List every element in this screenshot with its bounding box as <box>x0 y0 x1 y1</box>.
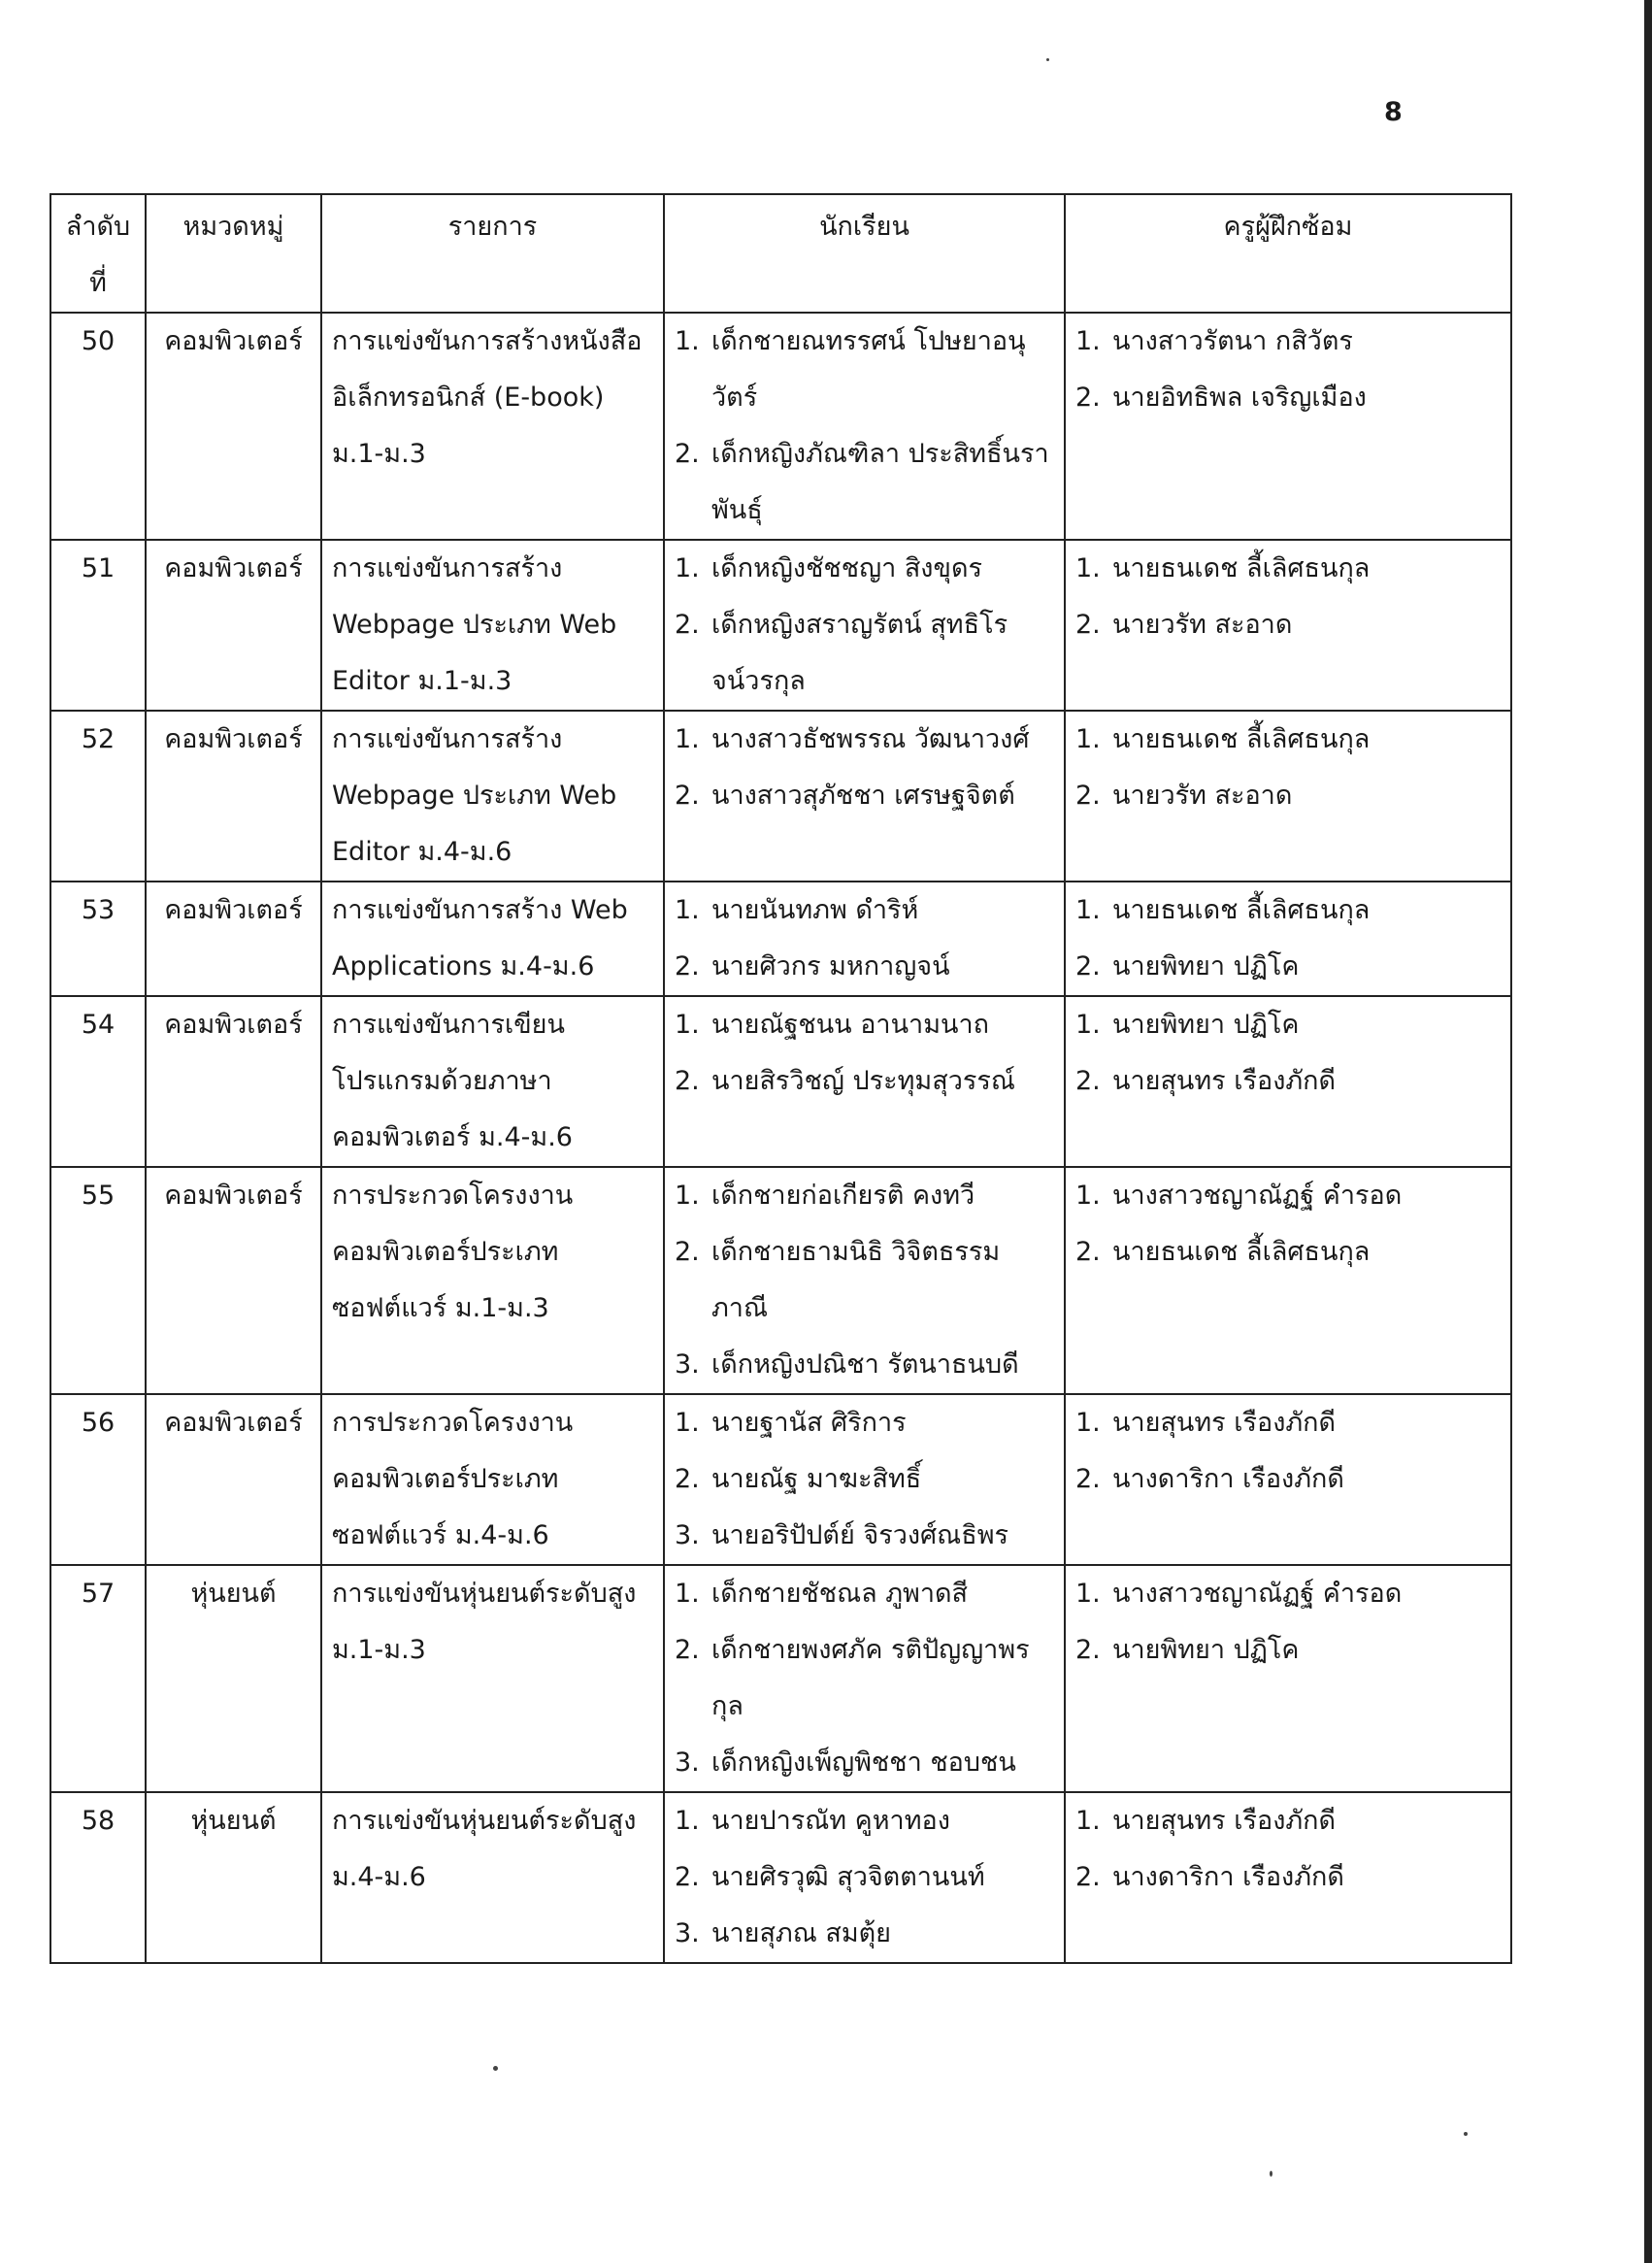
teacher-name: นางดาริกา เรืองภักดี <box>1112 1464 1344 1494</box>
student-name: เด็กชายธามนิธิ วิจิตธรรมภาณี <box>711 1237 1001 1323</box>
student-entry <box>675 1849 1054 1906</box>
row-number: 50 <box>50 313 146 540</box>
row-item: การแข่งขันการสร้างหนังสืออิเล็กทรอนิกส์ (E-book) ม.1-ม.3 <box>321 313 664 540</box>
teacher-name: นายวรัท สะอาด <box>1112 610 1293 640</box>
header-teachers: ครูผู้ฝึกซ้อม <box>1065 194 1511 313</box>
teacher-name: นางสาวชญาณัฏฐ์ คำรอด <box>1112 1181 1403 1211</box>
table-row <box>50 882 1511 996</box>
scan-speck <box>1464 2132 1468 2136</box>
row-number: 52 <box>50 711 146 882</box>
student-name: เด็กหญิงปณิชา รัตนาธนบดี <box>711 1349 1019 1380</box>
row-number: 55 <box>50 1167 146 1394</box>
student-entry <box>675 314 1054 426</box>
entry-index: 1. <box>675 1408 700 1438</box>
student-entry <box>675 712 1054 768</box>
student-entry <box>675 1224 1054 1337</box>
teacher-list <box>1065 711 1511 882</box>
entry-index: 1. <box>675 1579 700 1609</box>
entry-index: 1. <box>675 895 700 925</box>
student-name: นางสาวธัชพรรณ วัฒนาวงศ์ <box>711 724 1030 754</box>
teacher-name: นายธนเดช ลี้เลิศธนกุล <box>1112 553 1371 583</box>
entry-index: 2. <box>675 1635 700 1665</box>
row-category: คอมพิวเตอร์ <box>146 711 321 882</box>
scan-speck <box>493 2066 498 2071</box>
entry-index: 1. <box>675 1806 700 1836</box>
header-category: หมวดหมู่ <box>146 194 321 313</box>
teacher-list <box>1065 540 1511 711</box>
entry-index: 1. <box>675 724 700 754</box>
entry-index: 1. <box>1075 1408 1101 1438</box>
student-name: เด็กชายก่อเกียรติ คงทวี <box>711 1181 975 1211</box>
entry-index: 1. <box>1075 326 1101 356</box>
table-row <box>50 996 1511 1167</box>
teacher-entry <box>1075 1451 1501 1508</box>
teacher-entry <box>1075 1224 1501 1281</box>
entry-index: 2. <box>675 1237 700 1267</box>
student-name: นายสิรวิชญ์ ประทุมสุวรรณ์ <box>711 1066 1015 1096</box>
student-entry <box>675 1735 1054 1791</box>
teacher-name: นายพิทยา ปฏิโค <box>1112 1010 1300 1040</box>
teacher-entry <box>1075 997 1501 1053</box>
student-entry <box>675 1508 1054 1564</box>
row-item: การประกวดโครงงานคอมพิวเตอร์ประเภทซอฟต์แวร์ ม.4-ม.6 <box>321 1394 664 1565</box>
entry-index: 1. <box>1075 1579 1101 1609</box>
teacher-entry <box>1075 1849 1501 1906</box>
entry-index: 1. <box>1075 1010 1101 1040</box>
row-number: 53 <box>50 882 146 996</box>
table-row <box>50 1394 1511 1565</box>
entry-index: 3. <box>675 1918 700 1948</box>
entry-index: 2. <box>1075 1237 1101 1267</box>
row-item: การแข่งขันการสร้าง Webpage ประเภท Web Editor ม.1-ม.3 <box>321 540 664 711</box>
student-list <box>664 882 1065 996</box>
student-entry <box>675 1906 1054 1962</box>
entry-index: 2. <box>675 1464 700 1494</box>
teacher-entry <box>1075 370 1501 426</box>
student-name: เด็กชายพงศภัค รติปัญญาพรกุล <box>711 1635 1030 1721</box>
entry-index: 2. <box>675 1066 700 1096</box>
entry-index: 3. <box>675 1349 700 1380</box>
teacher-name: นายสุนทร เรืองภักดี <box>1112 1806 1337 1836</box>
teacher-entry <box>1075 1793 1501 1849</box>
table-row <box>50 1792 1511 1963</box>
teacher-entry <box>1075 712 1501 768</box>
entry-index: 2. <box>1075 383 1101 413</box>
teacher-name: นางสาวรัตนา กสิวัตร <box>1112 326 1353 356</box>
student-name: นางสาวสุภัชชา เศรษฐจิตต์ <box>711 781 1015 811</box>
teacher-list <box>1065 882 1511 996</box>
teacher-name: นายธนเดช ลี้เลิศธนกุล <box>1112 895 1371 925</box>
student-name: นายณัฐ มาฆะสิทธิ์ <box>711 1464 922 1494</box>
row-category: คอมพิวเตอร์ <box>146 996 321 1167</box>
row-item: การแข่งขันหุ่นยนต์ระดับสูง ม.4-ม.6 <box>321 1792 664 1963</box>
teacher-list <box>1065 996 1511 1167</box>
teacher-name: นายพิทยา ปฏิโค <box>1112 1635 1300 1665</box>
entry-index: 2. <box>1075 1464 1101 1494</box>
entry-index: 2. <box>675 951 700 982</box>
table-row <box>50 1167 1511 1394</box>
table-header-row <box>50 194 1511 313</box>
student-list <box>664 996 1065 1167</box>
entry-index: 1. <box>675 553 700 583</box>
row-number: 51 <box>50 540 146 711</box>
row-category: คอมพิวเตอร์ <box>146 1394 321 1565</box>
entry-index: 3. <box>675 1747 700 1778</box>
student-name: นายอริปัปต์ย์ จิรวงศ์ณธิพร <box>711 1520 1009 1550</box>
header-no: ลำดับที่ <box>50 194 146 313</box>
row-item: การแข่งขันหุ่นยนต์ระดับสูง ม.1-ม.3 <box>321 1565 664 1792</box>
entry-index: 2. <box>675 439 700 469</box>
student-name: นายปารณัท คูหาทอง <box>711 1806 950 1836</box>
scan-speck <box>1046 58 1049 61</box>
student-name: เด็กหญิงภัณฑิลา ประสิทธิ์นราพันธุ์ <box>711 439 1049 525</box>
row-number: 57 <box>50 1565 146 1792</box>
teacher-name: นางดาริกา เรืองภักดี <box>1112 1862 1344 1892</box>
row-category: คอมพิวเตอร์ <box>146 1167 321 1394</box>
teacher-name: นายสุนทร เรืองภักดี <box>1112 1066 1337 1096</box>
student-name: เด็กหญิงสราญรัตน์ สุทธิโรจน์วรกุล <box>711 610 1008 696</box>
table-row <box>50 1565 1511 1792</box>
entry-index: 2. <box>675 781 700 811</box>
row-category: หุ่นยนต์ <box>146 1792 321 1963</box>
entry-index: 2. <box>1075 951 1101 982</box>
teacher-list <box>1065 1565 1511 1792</box>
teacher-list <box>1065 313 1511 540</box>
scan-edge <box>1644 0 1652 2263</box>
scan-speck <box>1270 2171 1272 2177</box>
entry-index: 1. <box>675 1010 700 1040</box>
student-name: นายศิวกร มหกาญจน์ <box>711 951 950 982</box>
teacher-entry <box>1075 939 1501 995</box>
student-entry <box>675 997 1054 1053</box>
student-entry <box>675 1053 1054 1110</box>
entry-index: 2. <box>675 610 700 640</box>
student-name: นายศิรวุฒิ สุวจิตตานนท์ <box>711 1862 985 1892</box>
student-entry <box>675 939 1054 995</box>
student-name: นายณัฐชนน อานามนาถ <box>711 1010 989 1040</box>
row-item: การแข่งขันการเขียนโปรแกรมด้วยภาษาคอมพิวเตอร์ ม.4-ม.6 <box>321 996 664 1167</box>
teacher-entry <box>1075 1395 1501 1451</box>
row-number: 58 <box>50 1792 146 1963</box>
teacher-name: นายพิทยา ปฏิโค <box>1112 951 1300 982</box>
student-name: เด็กชายณทรรศน์ โปษยาอนุวัตร์ <box>711 326 1026 413</box>
student-entry <box>675 882 1054 939</box>
row-category: คอมพิวเตอร์ <box>146 540 321 711</box>
teacher-entry <box>1075 1622 1501 1679</box>
teacher-entry <box>1075 1053 1501 1110</box>
row-item: การแข่งขันการสร้าง Webpage ประเภท Web Editor ม.4-ม.6 <box>321 711 664 882</box>
teacher-entry <box>1075 1168 1501 1224</box>
student-list <box>664 1792 1065 1963</box>
student-list <box>664 1394 1065 1565</box>
student-name: นายสุภณ สมตุ้ย <box>711 1918 891 1948</box>
row-category: หุ่นยนต์ <box>146 1565 321 1792</box>
entry-index: 2. <box>1075 781 1101 811</box>
teacher-entry <box>1075 882 1501 939</box>
teacher-list <box>1065 1394 1511 1565</box>
student-entry <box>675 541 1054 597</box>
student-entry <box>675 1566 1054 1622</box>
student-entry <box>675 1395 1054 1451</box>
header-students: นักเรียน <box>664 194 1065 313</box>
entry-index: 1. <box>1075 553 1101 583</box>
student-name: เด็กชายชัชณล ภูพาดสี <box>711 1579 969 1609</box>
teacher-name: นางสาวชญาณัฏฐ์ คำรอด <box>1112 1579 1403 1609</box>
entry-index: 2. <box>1075 1066 1101 1096</box>
results-table <box>50 193 1512 1964</box>
student-entry <box>675 426 1054 539</box>
entry-index: 1. <box>1075 1806 1101 1836</box>
entry-index: 1. <box>1075 724 1101 754</box>
entry-index: 1. <box>675 326 700 356</box>
student-list <box>664 540 1065 711</box>
teacher-name: นายธนเดช ลี้เลิศธนกุล <box>1112 1237 1371 1267</box>
student-name: นายฐานัส ศิริการ <box>711 1408 907 1438</box>
student-name: นายนันทภพ ดำริห์ <box>711 895 919 925</box>
teacher-list <box>1065 1792 1511 1963</box>
entry-index: 2. <box>675 1862 700 1892</box>
header-item: รายการ <box>321 194 664 313</box>
student-entry <box>675 768 1054 824</box>
student-list <box>664 711 1065 882</box>
teacher-entry <box>1075 541 1501 597</box>
entry-index: 1. <box>1075 895 1101 925</box>
teacher-name: นายธนเดช ลี้เลิศธนกุล <box>1112 724 1371 754</box>
entry-index: 2. <box>1075 610 1101 640</box>
student-list <box>664 313 1065 540</box>
row-category: คอมพิวเตอร์ <box>146 313 321 540</box>
student-name: เด็กหญิงเพ็ญพิชชา ชอบชน <box>711 1747 1016 1778</box>
entry-index: 2. <box>1075 1635 1101 1665</box>
entry-index: 3. <box>675 1520 700 1550</box>
student-entry <box>675 1793 1054 1849</box>
row-category: คอมพิวเตอร์ <box>146 882 321 996</box>
teacher-entry <box>1075 768 1501 824</box>
teacher-name: นายสุนทร เรืองภักดี <box>1112 1408 1337 1438</box>
student-list <box>664 1565 1065 1792</box>
student-entry <box>675 1622 1054 1735</box>
teacher-entry <box>1075 1566 1501 1622</box>
student-name: เด็กหญิงชัชชญา สิงขุดร <box>711 553 982 583</box>
row-item: การประกวดโครงงานคอมพิวเตอร์ประเภทซอฟต์แวร์ ม.1-ม.3 <box>321 1167 664 1394</box>
page-number: 8 <box>1384 97 1403 127</box>
teacher-entry <box>1075 597 1501 653</box>
student-entry <box>675 1451 1054 1508</box>
student-entry <box>675 597 1054 710</box>
student-list <box>664 1167 1065 1394</box>
teacher-entry <box>1075 314 1501 370</box>
teacher-name: นายอิทธิพล เจริญเมือง <box>1112 383 1367 413</box>
student-entry <box>675 1337 1054 1393</box>
row-number: 56 <box>50 1394 146 1565</box>
row-number: 54 <box>50 996 146 1167</box>
teacher-name: นายวรัท สะอาด <box>1112 781 1293 811</box>
teacher-list <box>1065 1167 1511 1394</box>
table-row <box>50 711 1511 882</box>
entry-index: 1. <box>675 1181 700 1211</box>
entry-index: 1. <box>1075 1181 1101 1211</box>
entry-index: 2. <box>1075 1862 1101 1892</box>
table-row <box>50 313 1511 540</box>
student-entry <box>675 1168 1054 1224</box>
table-row <box>50 540 1511 711</box>
row-item: การแข่งขันการสร้าง Web Applications ม.4-ม.6 <box>321 882 664 996</box>
